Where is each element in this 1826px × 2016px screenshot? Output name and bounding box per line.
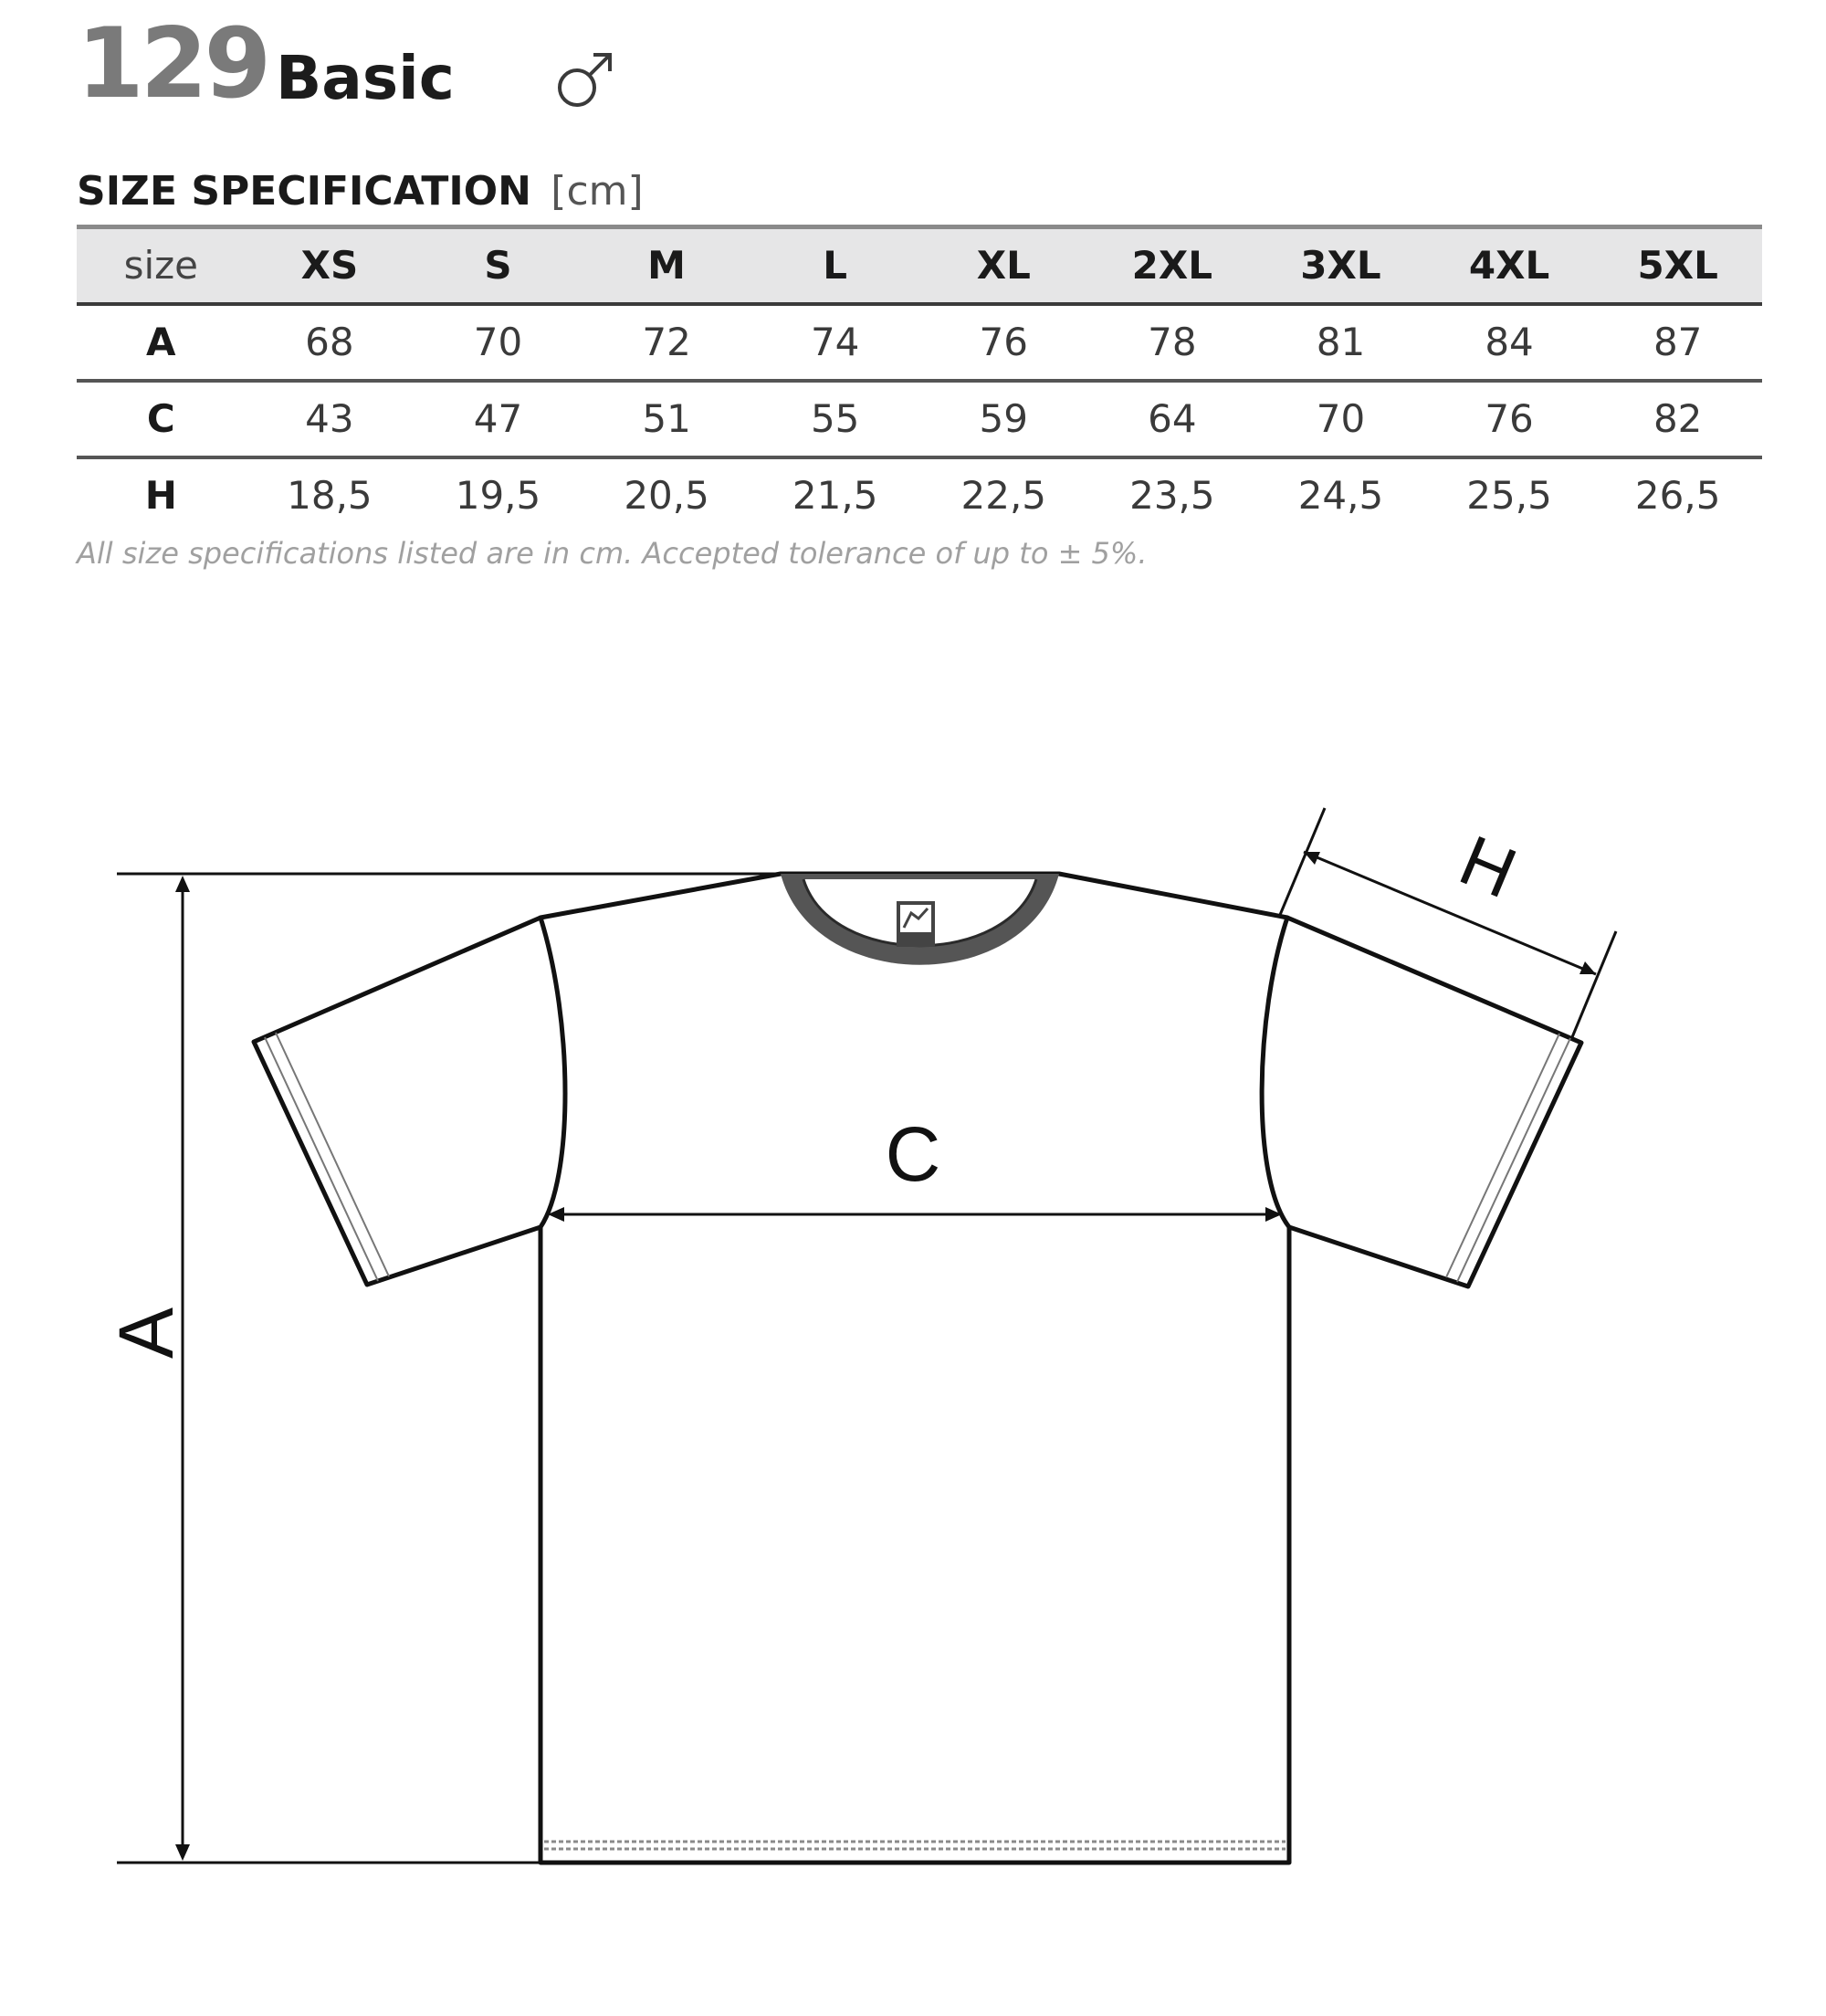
bottom-hem-stitching <box>544 1842 1286 1849</box>
row-label: H <box>144 473 177 518</box>
neck-label <box>897 901 935 947</box>
model-number: 129 <box>77 7 268 120</box>
male-symbol-icon <box>553 47 617 111</box>
table-cell: 51 <box>582 381 751 457</box>
table-cell: 23,5 <box>1129 473 1215 518</box>
table-cell: 59 <box>919 381 1088 457</box>
table-cell: 43 <box>246 381 415 457</box>
label-c: C <box>885 1111 941 1197</box>
table-cell: 78 <box>1088 304 1257 381</box>
spec-title-text: SIZE SPECIFICATION <box>77 168 531 215</box>
table-cell: 20,5 <box>624 473 709 518</box>
row-label: C <box>77 381 246 457</box>
measurement-c-line <box>548 1207 1282 1222</box>
product-header <box>77 9 1081 119</box>
size-header-cell: S <box>414 227 582 305</box>
table-cell: 18,5 <box>287 473 373 518</box>
size-header-cell: 5XL <box>1593 227 1762 305</box>
tolerance-footnote: All size specifications listed are in cm. Accepted tolerance of up to ± 5%. <box>77 536 1148 571</box>
table-cell: 70 <box>1256 381 1425 457</box>
table-cell: 55 <box>750 381 919 457</box>
label-h: H <box>1449 819 1528 914</box>
table-row-c <box>77 381 1762 457</box>
table-cell: 24,5 <box>1297 473 1384 518</box>
table-row-a <box>77 304 1762 381</box>
table-cell: 74 <box>750 304 919 381</box>
size-header-row <box>77 227 1762 305</box>
table-cell: 76 <box>919 304 1088 381</box>
table-cell: 81 <box>1256 304 1425 381</box>
table-cell: 68 <box>246 304 415 381</box>
table-row-h <box>77 457 1762 532</box>
size-header-cell: 4XL <box>1425 227 1594 305</box>
size-header-cell: 2XL <box>1088 227 1257 305</box>
size-header-cell: M <box>582 227 751 305</box>
size-header-cell: 3XL <box>1256 227 1425 305</box>
table-cell: 22,5 <box>960 473 1047 518</box>
measurement-a-lines <box>117 874 781 1863</box>
size-header-cell: XS <box>246 227 415 305</box>
table-cell: 84 <box>1425 304 1594 381</box>
table-cell: 70 <box>414 304 582 381</box>
tshirt-outline <box>254 874 1581 1863</box>
spec-unit: [cm] <box>551 168 644 215</box>
table-cell: 82 <box>1593 381 1762 457</box>
label-a: A <box>103 1307 189 1360</box>
table-cell: 21,5 <box>792 473 878 518</box>
table-cell: 87 <box>1593 304 1762 381</box>
size-header-cell: L <box>750 227 919 305</box>
table-cell: 76 <box>1425 381 1594 457</box>
size-column-header: size <box>77 227 246 305</box>
table-cell: 19,5 <box>455 473 541 518</box>
size-spec-table <box>77 225 1762 532</box>
table-cell: 47 <box>414 381 582 457</box>
measurement-h-lines <box>1280 808 1616 1037</box>
spec-title <box>77 164 644 219</box>
size-header-cell: XL <box>919 227 1088 305</box>
tshirt-measurement-diagram <box>0 785 1826 1936</box>
table-cell: 25,5 <box>1466 473 1552 518</box>
row-label: A <box>77 304 246 381</box>
table-cell: 64 <box>1088 381 1257 457</box>
table-cell: 26,5 <box>1634 473 1721 518</box>
model-name: Basic <box>276 43 455 113</box>
table-cell: 72 <box>582 304 751 381</box>
